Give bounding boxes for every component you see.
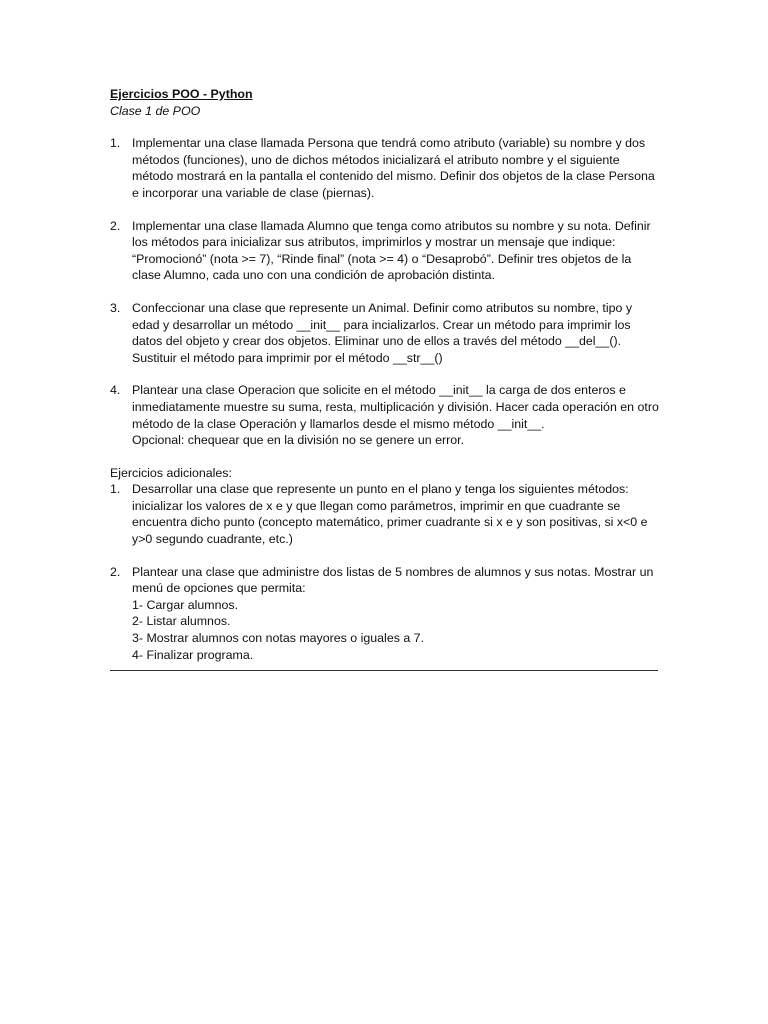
exercise-text: Confeccionar una clase que represente un Animal. Definir como atributos su nombre, tipo y edad y desarrollar un método __init__ para incializarlos. Crear un método para imprimir los datos del objeto y crear dos objetos. Eliminar uno de ellos a través del método __del__(). Sustituir el método para imprimir por el método __str__() (132, 300, 633, 365)
exercise-number: 3. (110, 300, 121, 315)
exercise-item-2 (110, 218, 660, 284)
document-subtitle: Clase 1 de POO (110, 103, 201, 118)
additional-exercise-list (110, 481, 660, 663)
exercise-text: Implementar una clase llamada Persona que tendrá como atributo (variable) su nombre y dos métodos (funciones), uno de dichos métodos inicializará el atributo nombre y el siguiente método mostrará en la pantalla el contenido del mismo. Definir dos objetos de la clase Persona e incorporar una variable de clase (piernas). (132, 136, 655, 200)
exercise-number: 1. (110, 136, 121, 151)
menu-options-list (132, 597, 660, 663)
exercise-number: 1. (110, 482, 121, 497)
menu-option: 1- Cargar alumnos. (132, 597, 239, 612)
exercise-number: 2. (110, 564, 121, 579)
menu-option: 3- Mostrar alumnos con notas mayores o iguales a 7. (132, 631, 425, 646)
exercise-item-4 (110, 382, 660, 448)
exercise-text: Desarrollar una clase que represente un punto en el plano y tenga los siguientes métodos: inicializar los valores de x e y que llegan como parámetros, imprimir en que cuadrante se encuentra dicho punto (concepto matemático, primer cuadrante si x e y son positivas, si x<0 e y>0 segundo cuadrante, etc.) (132, 482, 648, 547)
menu-option: 4- Finalizar programa. (132, 647, 254, 662)
exercise-item-1 (110, 135, 660, 201)
document-title: Ejercicios POO - Python (110, 87, 253, 101)
exercise-number: 2. (110, 218, 121, 233)
horizontal-rule (110, 670, 658, 671)
menu-option: 2- Listar alumnos. (132, 614, 231, 629)
additional-heading: Ejercicios adicionales: (110, 465, 232, 480)
exercise-item-3 (110, 300, 660, 366)
exercise-body (132, 382, 660, 448)
document-page (110, 86, 660, 663)
additional-item-2 (110, 564, 660, 664)
exercise-text: Plantear una clase Operacion que solicite en el método __init__ la carga de dos enteros e inmediatamente muestre su suma, resta, multiplicación y división. Hacer cada operación en otro método de la clase Operación y llamarlos desde el mismo método __init__. (132, 383, 659, 431)
exercise-list (110, 135, 660, 449)
exercise-text: Plantear una clase que administre dos listas de 5 nombres de alumnos y sus notas. Mostrar un menú de opciones que permita: (132, 564, 654, 596)
exercise-optional-note: Opcional: chequear que en la división no se genere un error. (132, 433, 465, 448)
exercise-text: Implementar una clase llamada Alumno que tenga como atributos su nombre y su nota. Definir los métodos para inicializar sus atributos, imprimirlos y mostrar un mensaje que indique: “Promocionó” (nota >= 7), “Rinde final” (nota >= 4) o “Desaprobó”. Definir tres objetos de la clase Alumno, cada uno con una condición de aprobación distinta. (132, 218, 651, 283)
exercise-number: 4. (110, 383, 121, 398)
additional-item-1 (110, 481, 660, 547)
exercise-body (132, 564, 660, 664)
